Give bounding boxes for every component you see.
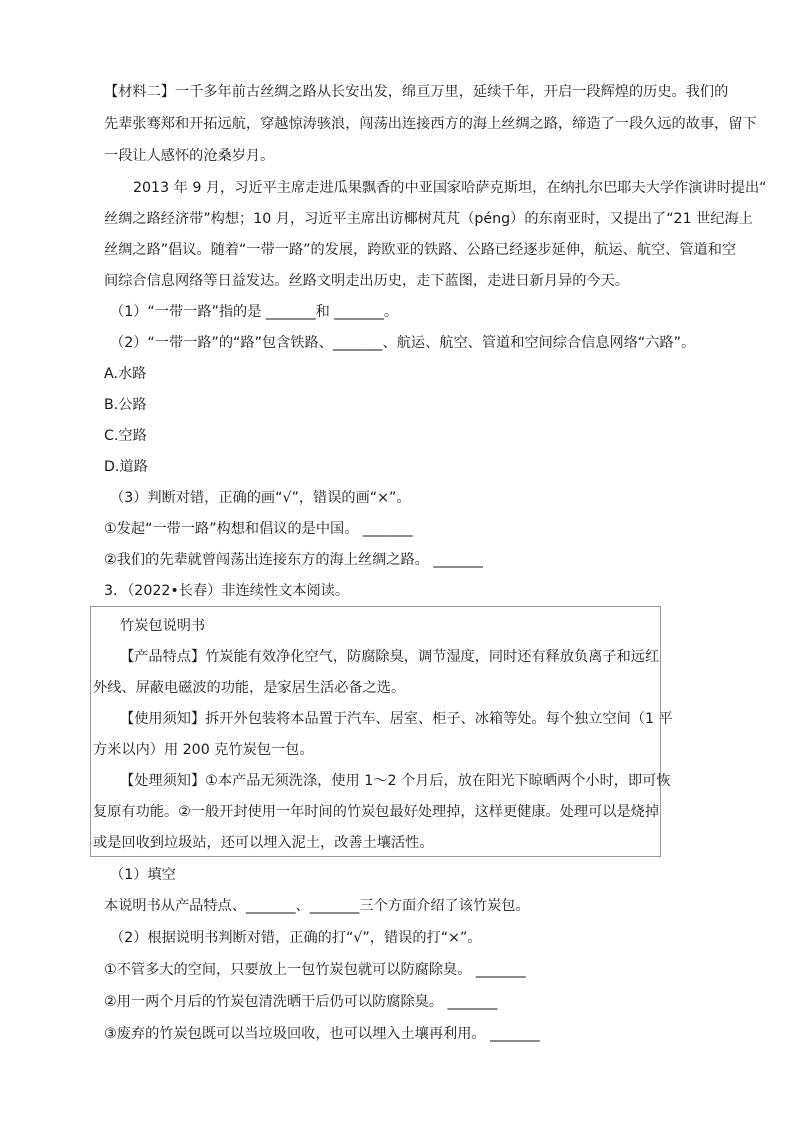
material2-p2-line-2: 丝绸之路经济带”构想；10 月，习近平主席出访椰树芃芃（péng）的东南亚时，又提出了“21 世纪海上: [104, 211, 753, 227]
option-b: B.公路: [104, 397, 147, 413]
box-features-line-2: 外线、屏蔽电磁波的功能，是家居生活必备之选。: [93, 680, 406, 696]
box-disposal-line-2: 复原有功能。②一般开封使用一年时间的竹炭包最好处理掉，这样更健康。处理可以是烧掉: [93, 804, 660, 820]
option-c: C.空路: [104, 428, 147, 444]
box-features-line-1: 【产品特点】竹炭能有效净化空气，防腐除臭，调节湿度，同时还有释放负离子和远红: [120, 649, 660, 665]
question-1: （1）“一带一路”指的是 _______和 _______。: [110, 304, 399, 320]
question-2: （2）“一带一路”的“路”包含铁路、_______、航运、航空、管道和空间综合信息网络“六路”。: [110, 335, 696, 351]
box-title: 竹炭包说明书: [120, 618, 206, 634]
material2-p2-line-4: 间综合信息网络等日益发达。丝路文明走出历史，走下蓝图，走进日新月异的今天。: [104, 273, 629, 289]
question-3-item-2: ②我们的先辈就曾闯荡出连接东方的海上丝绸之路。 _______: [104, 552, 484, 568]
material2-line-2: 先辈张骞郑和开拓远航，穿越惊涛骇浪，闯荡出连接西方的海上丝绸之路，缔造了一段久远的故事，留下: [104, 116, 757, 132]
option-a: A.水路: [104, 366, 147, 382]
section-3-header: 3．（2022•长春）非连续性文本阅读。: [104, 583, 350, 599]
question-3-item-1: ①发起“一带一路”构想和倡议的是中国。 _______: [104, 521, 413, 537]
s3-question-1: （1）填空: [110, 867, 176, 883]
s3-question-2-item-1: ①不管多大的空间，只要放上一包竹炭包就可以防腐除臭。 _______: [104, 962, 526, 978]
material2-p2-line-1: 2013 年 9 月，习近平主席走进瓜果飘香的中亚国家哈萨克斯坦，在纳扎尔巴耶夫大学作演讲时提出“: [133, 180, 767, 196]
question-3: （3）判断对错，正确的画“√”，错误的画“×”。: [110, 490, 411, 506]
s3-question-1-text: 本说明书从产品特点、_______、_______三个方面介绍了该竹炭包。: [104, 898, 530, 914]
material2-line-3: 一段让人感怀的沧桑岁月。: [104, 148, 275, 164]
box-usage-line-2: 方米以内）用 200 克竹炭包一包。: [93, 742, 314, 758]
box-disposal-line-1: 【处理须知】①本产品无须洗涤，使用 1～2 个月后，放在阳光下晾晒两个小时，即可恢: [120, 773, 671, 789]
s3-question-2-item-2: ②用一两个月后的竹炭包清洗晒干后仍可以防腐除臭。 _______: [104, 994, 498, 1010]
box-disposal-line-3: 或是回收到垃圾站，还可以埋入泥土，改善土壤活性。: [93, 835, 434, 851]
s3-question-2: （2）根据说明书判断对错，正确的打“√”，错误的打“×”。: [110, 930, 482, 946]
material2-p2-line-3: 丝绸之路”倡议。随着“一带一路”的发展，跨欧亚的铁路、公路已经逐步延伸，航运、航空、管道和空: [104, 242, 737, 258]
s3-question-2-item-3: ③废弃的竹炭包既可以当垃圾回收，也可以埋入土壤再利用。 _______: [104, 1026, 540, 1042]
option-d: D.道路: [104, 459, 148, 475]
material2-line-1: 【材料二】一千多年前古丝绸之路从长安出发，绵亘万里，延续千年，开启一段辉煌的历史。我们的: [104, 84, 729, 100]
box-usage-line-1: 【使用须知】拆开外包装将本品置于汽车、居室、柜子、冰箱等处。每个独立空间（1 平: [120, 711, 673, 727]
